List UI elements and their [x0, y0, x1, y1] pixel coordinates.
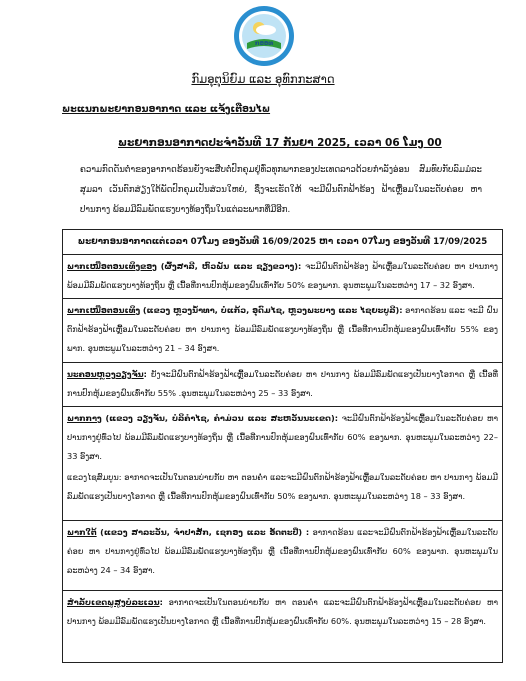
region-name: ສໍາລັບເຂດພູສູງບໍລະເວນ	[67, 597, 160, 607]
forecast-period: ພະຍາກອນອາກາດແຕ່ເວລາ 07ໂມງ ຂອງວັນທີ 16/09/2025 ຫາ ເວລາ 07ໂມງ ຂອງວັນທີ 17/09/2025	[63, 230, 502, 255]
region-provinces: (ຜົ້ງສາລີ, ຫົວພັນ ແລະ ຊຽງຂວາງ):	[160, 261, 302, 271]
department-logo	[233, 5, 295, 67]
bulletin-title: ພະຍາກອນອາກາດປະຈໍາວັນທີ 17 ກັນຍາ 2025, ເວລາ 06 ໂມງ 00	[118, 137, 442, 149]
region-north-upper	[63, 255, 502, 299]
region-provinces: :	[143, 369, 147, 379]
department-title: ກົມອຸຕຸນິຍົມ ແລະ ອຸທົກກະສາດ	[191, 72, 335, 86]
region-subnote: ແຂວງໄຊສົມບູນ: ອາກາດຈະເປັນໃນຕອນບ່າຍກັບ ຫາ ຕອນຄໍ່າ ແລະຈະມີຝົນຕົກຟ້າຮ້ອງຟ້າເຫຼື້ອມໃນລະດັບຄ່ອຍ ຫາ ປານກາງ ພ້ອມມີລົມພັດແຮງເປັນບາງໂອກາດ ຫຼື ເນື້ອທີ່ການປົກຫຸ້ມຂອງຝົນເທົ່າກັບ 50% ຂອງພາກ. ອຸນຫະພູມໃນລະຫວ່າງ 18 – 33 ອົງສາ.	[67, 472, 498, 501]
intro-paragraph: ຄວາມກົດດັນຕໍ່າຂອງອາກາດຮ້ອນຍັງຈະສືບຕໍ່ປົກຄຸມຢູ່ທົ່ວທຸກພາກຂອງປະເທດລາວດ້ວຍກໍາລັງອ່ອນ ສົມທົບກັບລົມມໍລະສຸມລາ ເວັນຕົກສ່ຽງໃຕ້ພັດປົກຄຸມເປັນສ່ວນໃຫຍ່, ຊຶ່ງຈະເຮັດໃຫ້ ຈະມີຝົນຕົກຟ້າຮ້ອງ ຟ້າເຫຼື້ອມໃນລະດັບຄ່ອຍ ຫາ ປານກາງ ພ້ອມມີລົມພັດແຮງບາງທ້ອງຖິ່ນໃນແຕ່ລະພາກທີ່ມີອີກ.	[80, 165, 482, 215]
region-provinces: (ແຂວງ ວຽງຈັນ, ບໍລິຄໍາໄຊ, ຄໍາມ່ວນ ແລະ ສະຫວັນນະເຂດ):	[105, 413, 338, 423]
section-label: ພະແນກພະຍາກອນອາກາດ ແລະ ແຈ້ງເຕືອນໄພ	[62, 104, 271, 115]
region-name: ນະຄອນຫຼວງວຽງຈັນ	[67, 369, 144, 379]
region-central	[63, 407, 502, 521]
region-name: ພາກໃຕ້	[67, 527, 97, 537]
region-highlands	[63, 591, 502, 633]
region-south	[63, 521, 502, 591]
region-text: ຈະມີຝົນຕົກຟ້າຮ້ອງຟ້າເຫຼື້ອມໃນລະດັບຄ່ອຍ ຫາ ປານກາງຢູ່ທົ່ວໄປ ພ້ອມມີລົມພັດແຮງບາງທ້ອງຖິ່ນ ຫຼື ເນື້ອທີ່ການປົກຫຸ້ມຂອງຝົນເທົ່າກັບ 60% ຂອງພາກ. ອຸນຫະພູມໃນລະຫວ່າງ 22– 33 ອົງສາ.	[67, 413, 498, 461]
region-text: ອາກາດຮ້ອນ ແລະ ຈະມີ ຝົນຕົກຟ້າຮ້ອງຟ້າເຫຼື້ອມໃນລະດັບຄ່ອຍ ຫາ ປານກາງ ພ້ອມມີລົມພັດແຮງບາງທ້ອງຖິ່ນ ຫຼື ເນື້ອທີ່ການປົກຫຸ້ມຂອງຝົນເທົ່າກັບ 55% ຂອງພາກ. ອຸນຫະພູມໃນລະຫວ່າງ 21 – 34 ອົງສາ.	[67, 305, 498, 353]
region-name: ພາກກາງ	[67, 413, 102, 423]
region-provinces: (ແຂວງ ສາລະວັນ, ຈໍາປາສັກ, ເຊກອງ ແລະ ອັດຕະປື) :	[100, 527, 310, 537]
region-provinces: (ແຂວງ ຫຼວງນໍ້າທາ, ບໍ່ແກ້ວ, ອຸດົມໄຊ, ຫຼວງພະບາງ ແລະ ໄຊຍະບູລີ):	[142, 305, 403, 315]
region-name: ພາກເໜືອຕອນເທິງຂອງ	[67, 261, 157, 271]
region-text: ອາກາດຮ້ອນ ແລະຈະມີຝົນຕົກຟ້າຮ້ອງຟ້າເຫຼື້ອມໃນລະດັບຄ່ອຍ ຫາ ປານກາງຢູ່ທົ່ວໄປ ພ້ອມມີລົມພັດແຮງບາງທ້ອງຖິ່ນ ຫຼື ເນື້ອທີ່ການປົກຫຸ້ມຂອງຝົນເທົ່າກັບ 60% ຂອງພາກ. ອຸນຫະພູມໃນລະຫວ່າງ 24 – 34 ອົງສາ.	[67, 527, 498, 575]
region-name: ພາກເໜືອຕອນເທິງ	[67, 305, 141, 315]
region-vientiane-capital	[63, 363, 502, 407]
logo-text: ກອອທ	[254, 40, 274, 47]
region-text: ຍັງຈະມີຝົນຕົກຟ້າຮ້ອງຟ້າເຫຼື້ອມໃນລະດັບຄ່ອຍ ຫາ ປານກາງ ພ້ອມມີລົມພັດແຮງເປັນບາງໂອກາດ ຫຼື ເນື້ອທີ່ການປົກຫຸ້ມຂອງຝົນເທົ່າກັບ 55% .ອຸນຫະພູມໃນລະຫວ່າງ 25 – 33 ອົງສາ.	[67, 369, 498, 398]
region-north	[63, 299, 502, 363]
region-text: ອາກາດຈະເປັນໃນຕອນບ່າຍກັບ ຫາ ຕອນຄໍ່າ ແລະຈະມີຝົນຕົກຟ້າຮ້ອງຟ້າເຫຼື້ອມໃນລະດັບຄ່ອຍ ຫາ ປານກາງ ພ້ອມມີລົມພັດແຮງເປັນບາງໂອກາດ ຫຼື ເນື້ອທີ່ການປົກຫຸ້ມຂອງຝົນເທົ່າກັບ 60%. ອຸນຫະພູມໃນລະຫວ່າງ 15 – 28 ອົງສາ.	[67, 597, 498, 626]
forecast-table	[62, 229, 503, 663]
region-text: ຈະມີຝົນຕົກຟ້າຮ້ອງ ຟ້າເຫຼື້ອມໃນລະດັບຄ່ອຍ ຫາ ປານກາງ ພ້ອມມີລົມພັດແຮງບາງທ້ອງຖິ່ນ ຫຼື ເນື້ອທີ່ການປົກຫຸ້ມຂອງຝົນເທົ່າກັບ 50% ຂອງພາກ. ອຸນຫະພູມໃນລະຫວ່າງ 17 – 32 ອົງສາ.	[67, 261, 498, 290]
region-provinces: :	[159, 597, 163, 607]
